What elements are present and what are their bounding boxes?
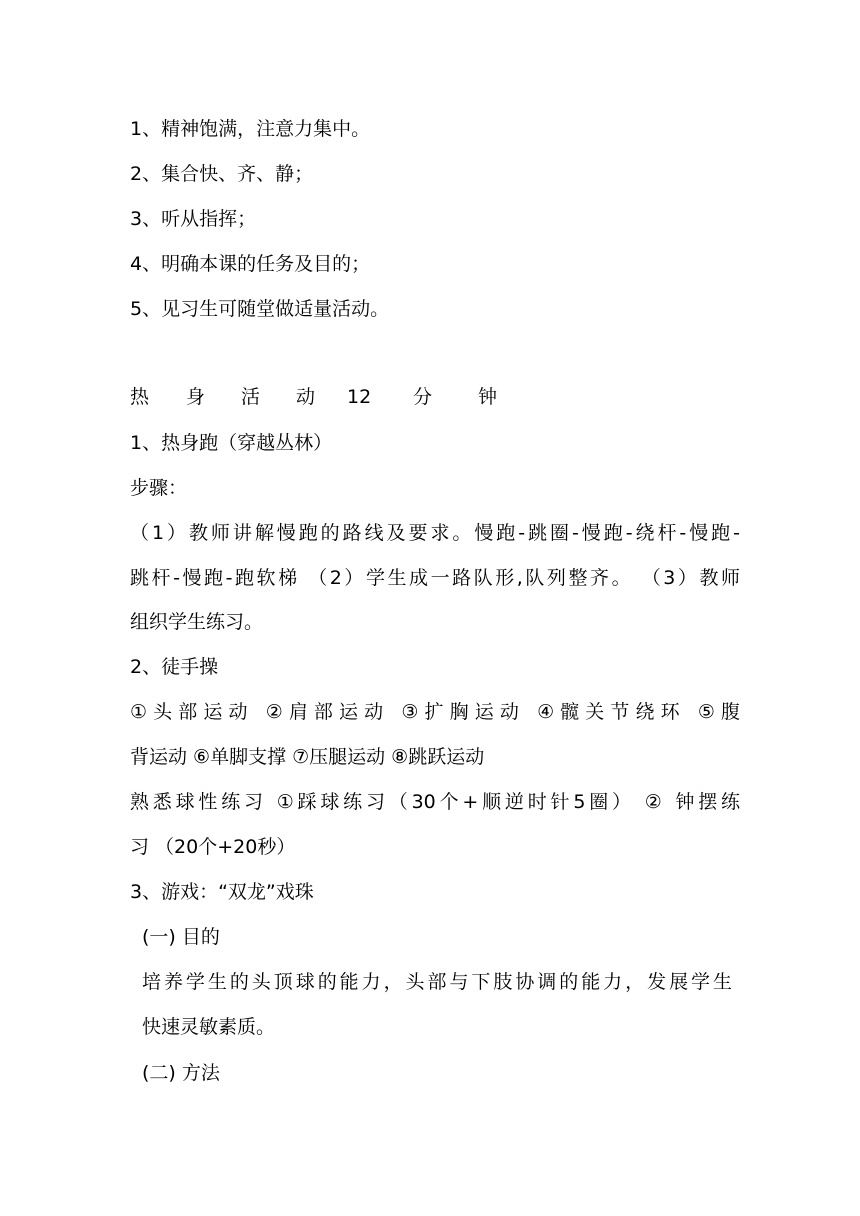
method-label: (二) 方法 [142, 1062, 220, 1084]
warmup-item-3-title: 3、游戏：“双龙”戏珠 [130, 881, 314, 903]
purpose-line-2: 快速灵敏素质。 [142, 1016, 276, 1038]
requirement-5: 5、见习生可随堂做适量活动。 [130, 298, 390, 320]
purpose-line-1: 培养学生的头顶球的能力，头部与下肢协调的能力，发展学生 [142, 971, 732, 993]
steps-line-1: （1）教师讲解慢跑的路线及要求。慢跑-跳圈-慢跑-绕杆-慢跑- [130, 522, 740, 544]
heading-char-5: 12 [347, 386, 372, 408]
purpose-label: (一) 目的 [142, 926, 220, 948]
warmup-item-1-title: 1、热身跑（穿越丛林） [130, 432, 333, 454]
heading-char-7: 钟 [478, 386, 498, 408]
heading-char-2: 身 [186, 386, 206, 408]
exercise-line-2: 背运动 ⑥单脚支撑 ⑦压腿运动 ⑧跳跃运动 [130, 746, 485, 768]
requirement-3: 3、听从指挥； [130, 208, 257, 230]
steps-line-3: 组织学生练习。 [130, 611, 264, 633]
requirement-4: 4、明确本课的任务及目的； [130, 253, 371, 275]
ball-line-1: 熟悉球性练习 ①踩球练习（30个+顺逆时针5圈） ② 钟摆练 [130, 791, 740, 813]
heading-char-3: 活 [241, 386, 261, 408]
heading-char-1: 热 [130, 386, 150, 408]
warmup-heading [130, 385, 530, 409]
heading-char-4: 动 [296, 386, 316, 408]
ball-line-2: 习 （20个+20秒） [130, 836, 296, 858]
exercise-line-1: ①头部运动 ②肩部运动 ③扩胸运动 ④髋关节绕环 ⑤腹 [130, 701, 740, 723]
requirement-1: 1、精神饱满，注意力集中。 [130, 118, 371, 140]
heading-char-6: 分 [413, 386, 433, 408]
requirement-2: 2、集合快、齐、静； [130, 163, 314, 185]
steps-label: 步骤： [130, 477, 188, 499]
warmup-item-2-title: 2、徒手操 [130, 656, 219, 678]
steps-line-2: 跳杆-慢跑-跑软梯 （2）学生成一路队形,队列整齐。 （3）教师 [130, 567, 740, 589]
